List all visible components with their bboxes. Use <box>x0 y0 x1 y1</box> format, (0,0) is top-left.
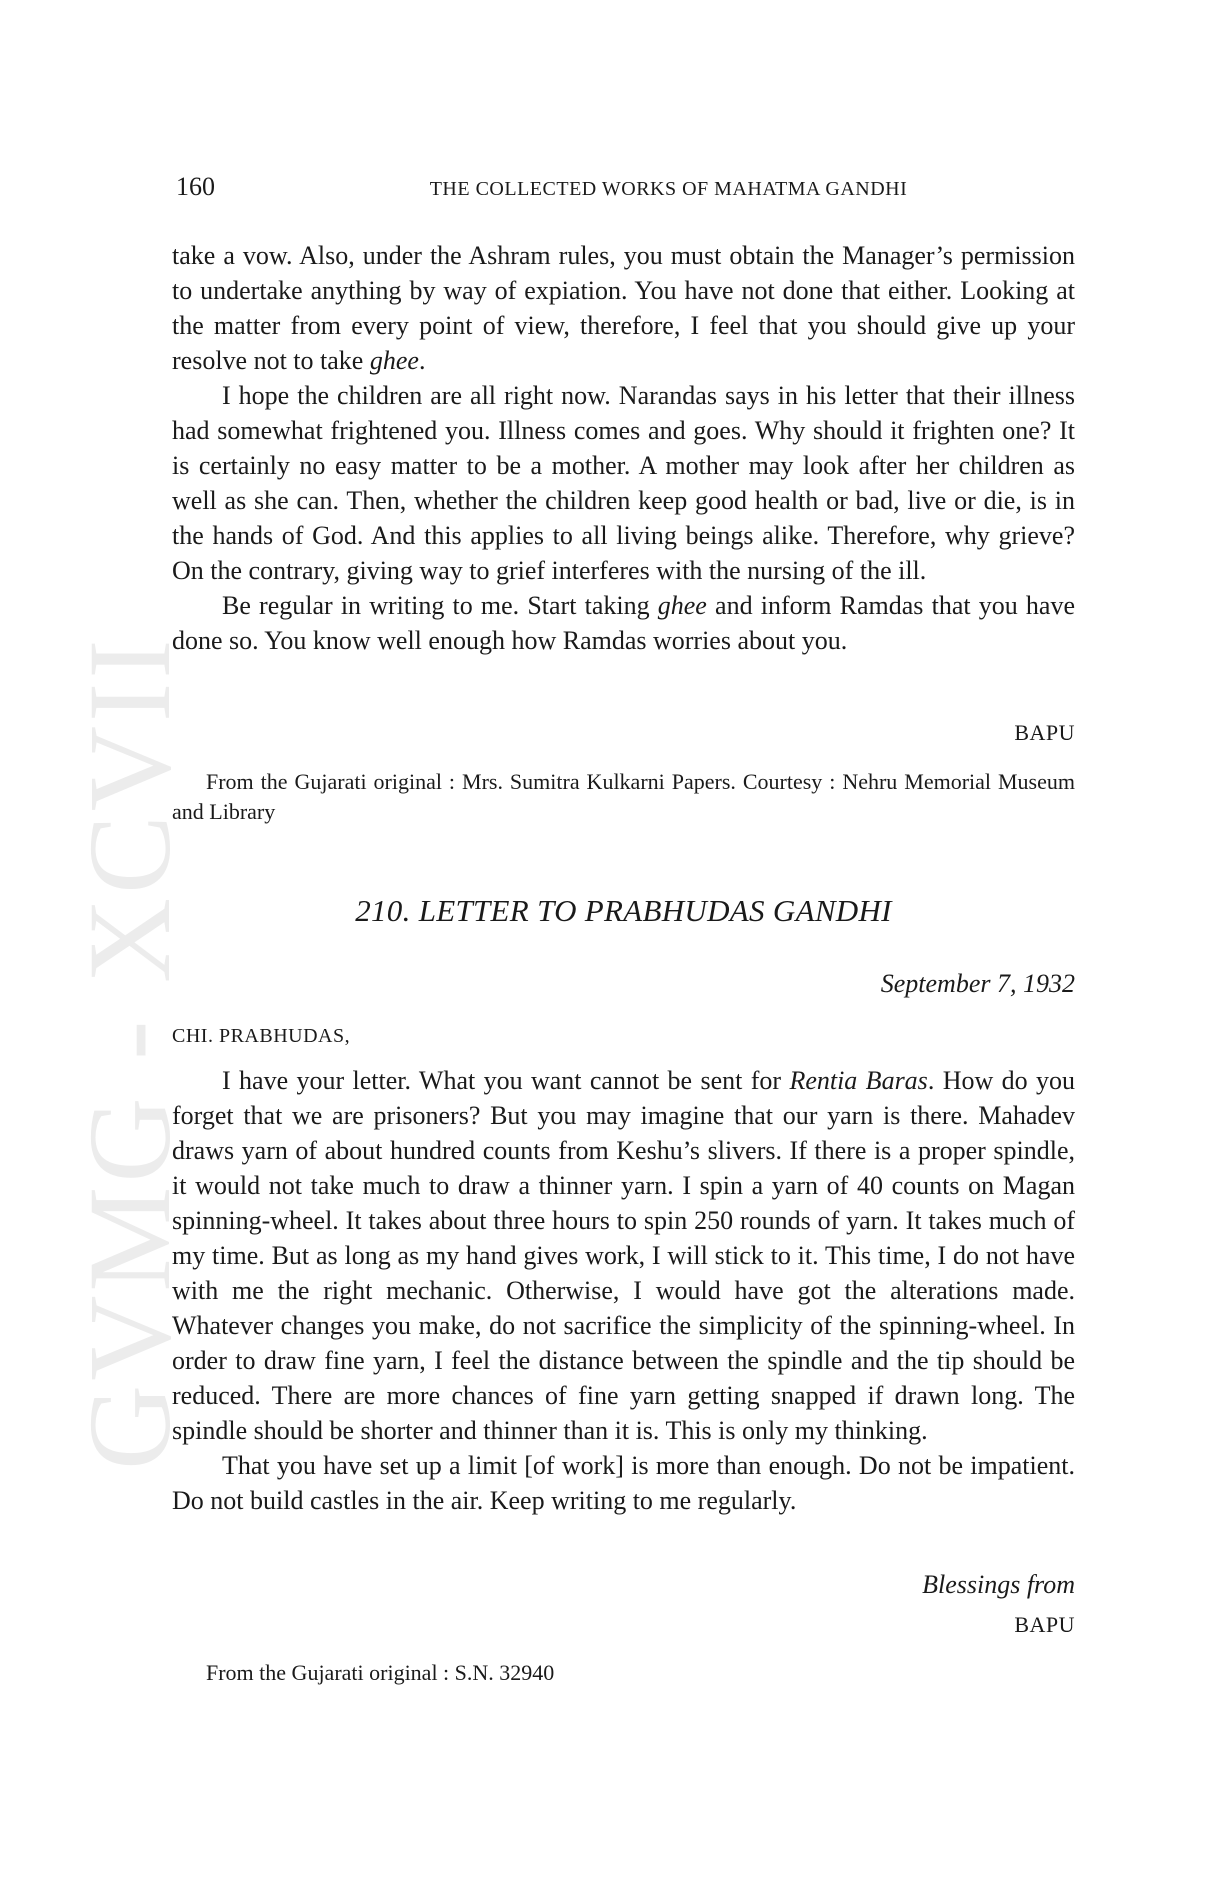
closing-line: Blessings from <box>922 1570 1075 1599</box>
letter1-source <box>172 767 1075 827</box>
letter1-signature: BAPU <box>1014 720 1075 745</box>
letter2-source <box>172 1658 1075 1688</box>
salutation: CHI. PRABHUDAS, <box>172 1025 351 1047</box>
letter-date: September 7, 1932 <box>880 969 1075 998</box>
source-note: From the Gujarati original : Mrs. Sumitra Kulkarni Papers. Courtesy : Nehru Memorial Museum and Library <box>172 769 1075 824</box>
letter-heading: 210. LETTER TO PRABHUDAS GANDHI <box>355 893 892 928</box>
letter2-paragraph-2: That you have set up a limit [of work] is more than enough. Do not be impatient. Do not build castles in the air. Keep writing to me regularly. <box>172 1451 1075 1515</box>
watermark: GVMG - XCVII <box>64 635 195 1470</box>
running-title: THE COLLECTED WORKS OF MAHATMA GANDHI <box>429 178 908 200</box>
letter1-body <box>172 238 1075 658</box>
letter1-paragraph-2: I hope the children are all right now. Narandas says in his letter that their illness had somewhat frightened you. Illness comes and goes. Why should it frighten one? It is certainly no easy matter to be a mother. A mother may look after her children as well as she can. Then, whether the children keep good health or bad, live or die, is in the hands of God. And this applies to all living beings alike. Therefore, why grieve? On the contrary, giving way to grief interferes with the nursing of the ill. <box>172 381 1075 585</box>
page-number: 160 <box>176 172 215 201</box>
letter1-paragraph-1 <box>172 238 1075 378</box>
text-run: I have your letter. What you want cannot be sent for <box>222 1066 790 1095</box>
text-run: and inform Ramdas that you have done so. You know well enough how Ramdas worries about you. <box>172 591 1075 655</box>
closing-signature: BAPU <box>1014 1612 1075 1637</box>
italic-term: ghee <box>657 591 707 620</box>
text-run: . How do you forget that we are prisoners? But you may imagine that our yarn is there. Mahadev draws yarn of about hundred counts from Keshu’s slivers. If there is a proper spindle, it would not take much to draw a thinner yarn. I spin a yarn of 40 counts on Magan spinning-wheel. It takes about three hours to spin 250 rounds of yarn. It takes much of my time. But as long as my hand gives work, I will stick to it. This time, I do not have with me the right mechanic. Otherwise, I would have got the alterations made. Whatever changes you make, do not sacrifice the simplicity of the spinning-wheel. In order to draw fine yarn, I feel the distance between the spindle and the tip should be reduced. There are more chances of fine yarn getting snapped if drawn long. The spindle should be shorter and thinner than it is. This is only my thinking. <box>172 1066 1075 1445</box>
italic-term: Rentia Baras <box>789 1066 928 1095</box>
text-run: . <box>418 346 426 375</box>
letter1-paragraph-3 <box>172 588 1075 658</box>
italic-term: ghee <box>369 346 419 375</box>
text-run: take a vow. Also, under the Ashram rules, you must obtain the Manager’s permission to undertake anything by way of expiation. You have not done that either. Looking at the matter from every point of view, therefore, I feel that you should give up your resolve not to take <box>172 241 1075 375</box>
running-head <box>172 172 1075 206</box>
letter2-body <box>172 1063 1075 1518</box>
text-run: Be regular in writing to me. Start taking <box>222 591 658 620</box>
source-note: From the Gujarati original : S.N. 32940 <box>206 1660 555 1685</box>
letter2-paragraph-1 <box>172 1063 1075 1448</box>
